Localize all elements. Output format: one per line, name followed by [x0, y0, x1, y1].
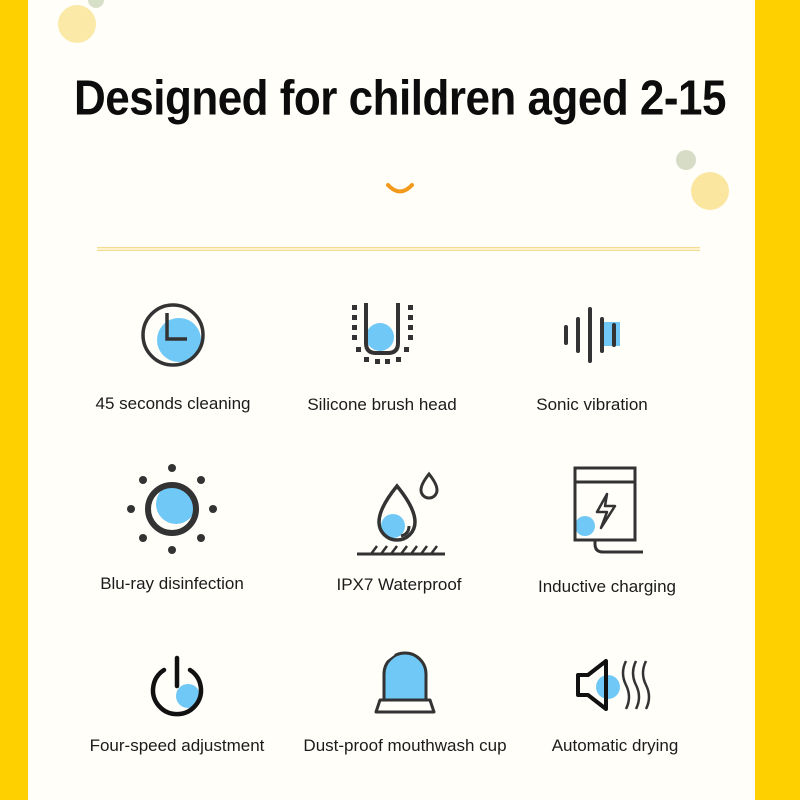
brush-head-icon	[342, 295, 422, 375]
charging-icon	[567, 464, 647, 556]
feature-label: 45 seconds cleaning	[95, 394, 251, 413]
page-title: Designed for children aged 2-15	[74, 71, 726, 126]
feature-label: Sonic vibration	[536, 395, 648, 414]
feature-label: Silicone brush head	[307, 395, 457, 414]
feature-label: IPX7 Waterproof	[336, 575, 462, 594]
power-icon	[142, 652, 212, 722]
sun-icon	[124, 462, 220, 558]
section-divider	[97, 247, 700, 251]
feature-label: Dust-proof mouthwash cup	[303, 736, 507, 755]
clock-icon	[133, 295, 213, 375]
drying-icon	[574, 655, 656, 715]
feature-label: Blu-ray disinfection	[100, 574, 244, 593]
feature-label: Four-speed adjustment	[89, 736, 265, 755]
decor-dot	[676, 150, 696, 170]
feature-label: Automatic drying	[551, 736, 679, 755]
decor-dot	[691, 172, 729, 210]
smile-icon	[383, 180, 417, 198]
sound-wave-icon	[552, 295, 632, 375]
water-drop-icon	[349, 470, 449, 562]
decor-dot	[58, 5, 96, 43]
feature-label: Inductive charging	[538, 577, 676, 596]
cup-icon	[370, 646, 440, 716]
